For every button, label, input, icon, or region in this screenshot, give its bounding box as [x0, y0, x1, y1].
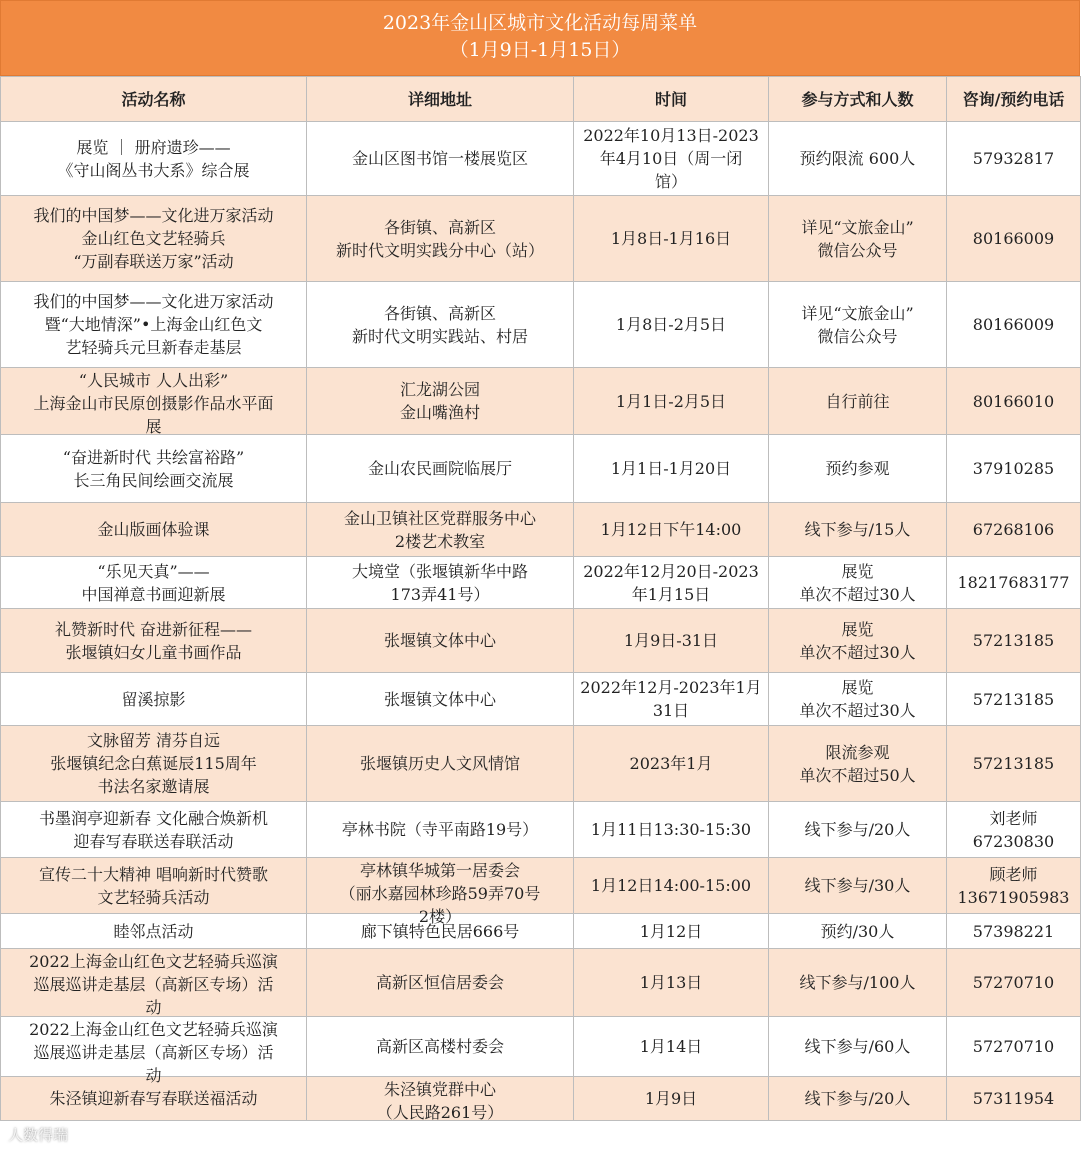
table-row: [1, 673, 1081, 726]
cell-line: “人民城市 人人出彩”: [78, 370, 229, 390]
cell-line: 巡展巡讲走基层（高新区专场）活: [33, 1042, 274, 1062]
address-cell: [307, 368, 574, 435]
cell-line: 汇龙湖公园: [399, 380, 480, 399]
phone-cell: [947, 949, 1081, 1017]
phone-cell: [947, 914, 1081, 949]
cell-line: 80166009: [972, 315, 1055, 334]
address-cell: [307, 609, 574, 673]
activity-name-cell: [1, 673, 307, 726]
address-cell: [307, 282, 574, 368]
cell-line: 微信公众号: [817, 240, 898, 260]
cell-line: 57270710: [972, 1037, 1055, 1056]
cell-line: 详见“文旅金山”: [801, 303, 914, 323]
table-row: [1, 196, 1081, 282]
activity-name-cell: [1, 282, 307, 368]
time-cell: [574, 1077, 769, 1121]
cell-line: 睦邻点活动: [113, 921, 194, 941]
cell-line: 31日: [652, 701, 690, 720]
cell-line: 限流参观: [825, 742, 890, 762]
cell-line: 1月12日下午14:00: [600, 520, 742, 539]
watermark-text: 人数得瑞: [8, 1126, 69, 1144]
cell-line: （丽水嘉园林珍路59弄70号: [339, 883, 541, 903]
table-row: [1, 858, 1081, 914]
cell-line: 金山版画体验课: [97, 520, 210, 539]
cell-line: 新时代文明实践分中心（站）: [335, 240, 544, 260]
table-row: [1, 503, 1081, 557]
participation-cell: [769, 914, 947, 949]
cell-line: 长三角民间绘画交流展: [73, 470, 234, 490]
address-cell: [307, 726, 574, 802]
time-cell: [574, 435, 769, 503]
address-cell: [307, 1017, 574, 1077]
cell-line: 书墨润亭迎新春 文化融合焕新机: [38, 808, 269, 828]
time-cell: [574, 196, 769, 282]
cell-line: 张堰镇纪念白蕉诞辰115周年: [50, 754, 257, 773]
table-row: [1, 368, 1081, 435]
participation-cell: [769, 435, 947, 503]
cell-line: 单次不超过30人: [799, 642, 916, 662]
cell-line: 线下参与/20人: [804, 1089, 911, 1108]
column-header-address: 详细地址: [307, 77, 574, 122]
table-row: [1, 282, 1081, 368]
time-cell: [574, 557, 769, 609]
table-row: [1, 949, 1081, 1017]
table-row: [1, 726, 1081, 802]
participation-cell: [769, 196, 947, 282]
cell-line: 金山嘴渔村: [399, 403, 480, 422]
cell-line: 朱泾镇迎新春写春联送福活动: [49, 1089, 258, 1108]
time-cell: [574, 802, 769, 858]
table-row: [1, 1077, 1081, 1121]
address-cell: [307, 196, 574, 282]
phone-cell: [947, 1077, 1081, 1121]
cell-line: 57311954: [972, 1089, 1055, 1108]
address-cell: [307, 122, 574, 196]
cell-line: 1月12日14:00-15:00: [590, 876, 752, 895]
cell-line: 张堰镇妇女儿童书画作品: [65, 642, 242, 662]
cell-line: 朱泾镇党群中心: [383, 1079, 496, 1099]
cell-line: 1月8日-1月16日: [610, 229, 732, 248]
participation-cell: [769, 368, 947, 435]
cell-line: 展览: [841, 561, 874, 581]
cell-line: 线下参与/100人: [799, 973, 916, 992]
cell-line: 新时代文明实践站、村居: [351, 326, 528, 346]
cell-line: 1月13日: [639, 973, 703, 992]
time-cell: [574, 726, 769, 802]
participation-cell: [769, 1077, 947, 1121]
cell-line: 单次不超过30人: [799, 701, 916, 720]
address-cell: [307, 858, 574, 926]
cell-line: 2楼艺术教室: [394, 531, 486, 551]
cell-line: 展览: [841, 678, 874, 697]
address-cell: [307, 673, 574, 726]
cell-line: 67268106: [972, 520, 1055, 539]
participation-cell: [769, 282, 947, 368]
cell-line: 各街镇、高新区: [383, 217, 496, 237]
participation-cell: [769, 673, 947, 726]
cell-line: 57213185: [972, 754, 1055, 773]
cell-line: 金山卫镇社区党群服务中心: [343, 508, 536, 528]
address-cell: [307, 949, 574, 1017]
time-cell: [574, 609, 769, 673]
activity-name-cell: [1, 368, 307, 435]
participation-cell: [769, 503, 947, 557]
phone-cell: [947, 609, 1081, 673]
cell-line: 高新区恒信居委会: [375, 973, 504, 992]
cell-line: 迎春写春联送春联活动: [73, 831, 234, 851]
cell-line: 留溪掠影: [121, 689, 186, 709]
cell-line: 自行前往: [825, 391, 890, 411]
phone-cell: [947, 282, 1081, 368]
cell-line: 13671905983: [957, 887, 1070, 907]
cell-line: 1月8日-2月5日: [615, 315, 727, 334]
phone-cell: [947, 673, 1081, 726]
table-row: [1, 1017, 1081, 1077]
activity-name-cell: [1, 914, 307, 949]
cell-line: 上海金山市民原创摄影作品水平面: [33, 393, 274, 413]
cell-line: 80166009: [972, 229, 1055, 248]
cell-line: 1月11日13:30-15:30: [590, 820, 752, 839]
cell-line: 金山区图书馆一楼展览区: [351, 149, 528, 168]
participation-cell: [769, 1017, 947, 1077]
table-header-row: [1, 77, 1081, 122]
cell-line: 亭林镇华城第一居委会: [359, 860, 520, 880]
phone-cell: [947, 122, 1081, 196]
cell-line: 巡展巡讲走基层（高新区专场）活: [33, 974, 274, 994]
cell-line: 张堰镇文体中心: [383, 631, 496, 650]
title-banner: [0, 0, 1080, 76]
phone-cell: [947, 802, 1081, 858]
time-cell: [574, 858, 769, 914]
cell-line: 线下参与/20人: [804, 820, 911, 839]
cell-line: 张堰镇文体中心: [383, 689, 496, 709]
page-title: 2023年金山区城市文化活动每周菜单: [382, 12, 698, 34]
cell-line: 金山红色文艺轻骑兵: [81, 229, 226, 248]
phone-cell: [947, 435, 1081, 503]
cell-line: 预约/30人: [820, 921, 895, 941]
cell-line: 2楼）: [418, 906, 462, 926]
phone-cell: [947, 858, 1081, 914]
cell-line: 廊下镇特色民居666号: [360, 921, 520, 941]
cell-line: 173弄41号）: [390, 584, 490, 604]
time-cell: [574, 1017, 769, 1077]
time-cell: [574, 503, 769, 557]
address-cell: [307, 435, 574, 503]
address-cell: [307, 802, 574, 858]
cell-line: 1月9日-31日: [623, 631, 719, 650]
cell-line: 单次不超过50人: [799, 765, 916, 785]
participation-cell: [769, 726, 947, 802]
activity-name-cell: [1, 196, 307, 282]
activity-table: [0, 76, 1081, 1121]
activity-name-cell: [1, 435, 307, 503]
cell-line: “万副春联送万家”活动: [73, 252, 234, 271]
cell-line: 展览: [841, 619, 874, 639]
cell-line: 年4月10日（周一闭: [599, 149, 743, 168]
cell-line: 我们的中国梦——文化进万家活动: [33, 206, 274, 225]
cell-line: 暨“大地情深”•上海金山红色文: [44, 315, 263, 334]
participation-cell: [769, 609, 947, 673]
cell-line: 详见“文旅金山”: [801, 217, 914, 237]
cell-line: 57270710: [972, 973, 1055, 992]
column-header-activity-name: 活动名称: [1, 77, 307, 122]
participation-cell: [769, 557, 947, 609]
cell-line: 预约参观: [825, 459, 890, 478]
cell-line: 预约限流 600人: [799, 149, 916, 168]
activity-name-cell: [1, 949, 307, 1017]
cell-line: 57213185: [972, 631, 1055, 650]
phone-cell: [947, 1017, 1081, 1077]
address-cell: [307, 557, 574, 609]
cell-line: 亭林书院（寺平南路19号）: [341, 820, 539, 839]
cell-line: 展: [145, 416, 162, 436]
cell-line: 18217683177: [957, 573, 1070, 592]
cell-line: 2022上海金山红色文艺轻骑兵巡演: [29, 951, 278, 971]
cell-line: 1月1日-2月5日: [615, 391, 727, 411]
cell-line: 2022年10月13日-2023: [583, 126, 759, 145]
table-body: [1, 122, 1081, 1121]
table-row: [1, 122, 1081, 196]
date-range-subtitle: （1月9日-1月15日）: [449, 39, 631, 61]
cell-line: 57213185: [972, 689, 1055, 709]
table-row: [1, 609, 1081, 673]
table-row: [1, 914, 1081, 949]
cell-line: 1月12日: [639, 921, 703, 941]
cell-line: 大境堂（张堰镇新华中路: [351, 561, 528, 581]
column-header-time: 时间: [574, 77, 769, 122]
time-cell: [574, 368, 769, 435]
phone-cell: [947, 196, 1081, 282]
cell-line: 微信公众号: [817, 326, 898, 346]
activity-name-cell: [1, 858, 307, 914]
cell-line: 线下参与/30人: [804, 876, 911, 895]
cell-line: 刘老师: [989, 808, 1038, 828]
cell-line: 书法名家邀请展: [97, 777, 210, 796]
participation-cell: [769, 802, 947, 858]
cell-line: 艺轻骑兵元旦新春走基层: [65, 338, 242, 357]
cell-line: “乐见天真”——: [97, 561, 210, 581]
phone-cell: [947, 503, 1081, 557]
cell-line: 1月1日-1月20日: [610, 459, 732, 478]
cell-line: 80166010: [972, 391, 1055, 411]
cell-line: 线下参与/15人: [804, 520, 911, 539]
cell-line: 顾老师: [989, 864, 1038, 884]
phone-cell: [947, 368, 1081, 435]
activity-name-cell: [1, 802, 307, 858]
time-cell: [574, 673, 769, 726]
participation-cell: [769, 949, 947, 1017]
table-row: [1, 802, 1081, 858]
cell-line: 张堰镇历史人文风情馆: [359, 754, 520, 773]
phone-cell: [947, 557, 1081, 609]
cell-line: 1月14日: [639, 1037, 703, 1056]
time-cell: [574, 914, 769, 949]
cell-line: 单次不超过30人: [799, 584, 916, 604]
cell-line: 1月9日: [644, 1089, 698, 1108]
activity-name-cell: [1, 1017, 307, 1085]
cell-line: （人民路261号）: [376, 1102, 504, 1122]
cell-line: 金山农民画院临展厅: [367, 459, 512, 478]
cell-line: 67230830: [972, 831, 1055, 851]
cell-line: 2022年12月-2023年1月: [580, 678, 762, 697]
cell-line: 高新区高楼村委会: [375, 1037, 504, 1056]
cell-line: 文脉留芳 清芬自远: [86, 731, 221, 750]
cell-line: 2023年1月: [629, 754, 713, 773]
cell-line: 2022上海金山红色文艺轻骑兵巡演: [29, 1019, 278, 1039]
cell-line: 宣传二十大精神 唱响新时代赞歌: [38, 864, 269, 884]
activity-name-cell: [1, 557, 307, 609]
cell-line: 礼赞新时代 奋进新征程——: [54, 619, 253, 639]
column-header-phone: 咨询/预约电话: [947, 77, 1081, 122]
activity-name-cell: [1, 609, 307, 673]
table-row: [1, 557, 1081, 609]
cell-line: 动: [145, 1065, 162, 1085]
cell-line: 37910285: [972, 459, 1055, 478]
cell-line: 《守山阁丛书大系》综合展: [57, 160, 250, 180]
address-cell: [307, 1077, 574, 1121]
column-header-participation: 参与方式和人数: [769, 77, 947, 122]
cell-line: 线下参与/60人: [804, 1037, 911, 1056]
phone-cell: [947, 726, 1081, 802]
activity-name-cell: [1, 726, 307, 802]
cell-line: “奋进新时代 共绘富裕路”: [62, 447, 245, 467]
activity-name-cell: [1, 503, 307, 557]
cell-line: 各街镇、高新区: [383, 303, 496, 323]
time-cell: [574, 282, 769, 368]
cell-line: 馆）: [654, 172, 687, 191]
cell-line: 中国禅意书画迎新展: [81, 584, 226, 604]
participation-cell: [769, 122, 947, 196]
activity-name-cell: [1, 122, 307, 196]
participation-cell: [769, 858, 947, 914]
cell-line: 展览 ｜ 册府遗珍——: [76, 137, 231, 157]
cell-line: 文艺轻骑兵活动: [97, 887, 210, 907]
cell-line: 2022年12月20日-2023: [583, 561, 759, 581]
cell-line: 57932817: [972, 149, 1055, 168]
cell-line: 57398221: [972, 921, 1055, 941]
cell-line: 年1月15日: [631, 584, 711, 604]
time-cell: [574, 949, 769, 1017]
table-row: [1, 435, 1081, 503]
address-cell: [307, 503, 574, 557]
cell-line: 动: [145, 997, 162, 1017]
cell-line: 我们的中国梦——文化进万家活动: [33, 292, 274, 311]
time-cell: [574, 122, 769, 196]
